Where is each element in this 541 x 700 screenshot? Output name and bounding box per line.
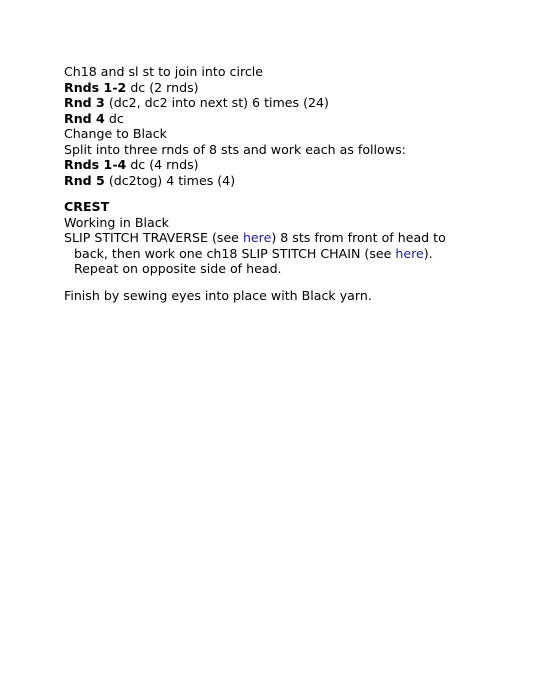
spacer: [64, 277, 484, 288]
pattern-line-rnd-5: [64, 173, 484, 189]
round-instruction: dc (4 rnds): [126, 157, 199, 172]
crest-text: back, then work one ch18 SLIP STITCH CHAIN (see: [74, 245, 396, 261]
round-label: Rnd 4: [64, 110, 105, 126]
pattern-line-1: Ch18 and sl st to join into circle: [64, 64, 264, 79]
crest-text: ).: [423, 245, 433, 261]
crest-text: ) 8 sts from front of head to: [271, 230, 446, 245]
round-label: Rnd 5: [64, 172, 105, 188]
crest-text: SLIP STITCH TRAVERSE (see: [64, 230, 243, 245]
round-instruction: dc (2 rnds): [126, 79, 199, 95]
crest-working-line: Working in Black: [64, 214, 169, 230]
pattern-text: [64, 64, 484, 303]
section-heading-crest: CREST: [64, 199, 110, 214]
pattern-line-rnds-1-2: [64, 80, 484, 96]
round-label: Rnds 1-4: [64, 157, 127, 172]
pattern-line-rnd-4: [64, 111, 484, 127]
slip-stitch-traverse-link[interactable]: here: [242, 230, 272, 245]
pattern-line-rnd-3: [64, 95, 484, 111]
crest-line-1: [64, 230, 484, 246]
round-instruction: (dc2tog) 4 times (4): [104, 172, 236, 188]
round-label: Rnds 1-2: [64, 79, 127, 95]
slip-stitch-chain-link[interactable]: here: [395, 245, 424, 261]
round-instruction: dc: [104, 110, 124, 126]
round-instruction: (dc2, dc2 into next st) 6 times (24): [104, 95, 329, 110]
spacer: [64, 188, 484, 199]
finish-line: Finish by sewing eyes into place with Black yarn.: [64, 287, 372, 303]
pattern-line-change-color: Change to Black: [64, 126, 167, 141]
crest-line-2: [64, 246, 484, 262]
round-label: Rnd 3: [64, 95, 105, 110]
pattern-line-split: Split into three rnds of 8 sts and work each as follows:: [64, 141, 406, 157]
pattern-line-rnds-1-4: [64, 157, 484, 173]
crest-line-3: Repeat on opposite side of head.: [74, 261, 282, 276]
